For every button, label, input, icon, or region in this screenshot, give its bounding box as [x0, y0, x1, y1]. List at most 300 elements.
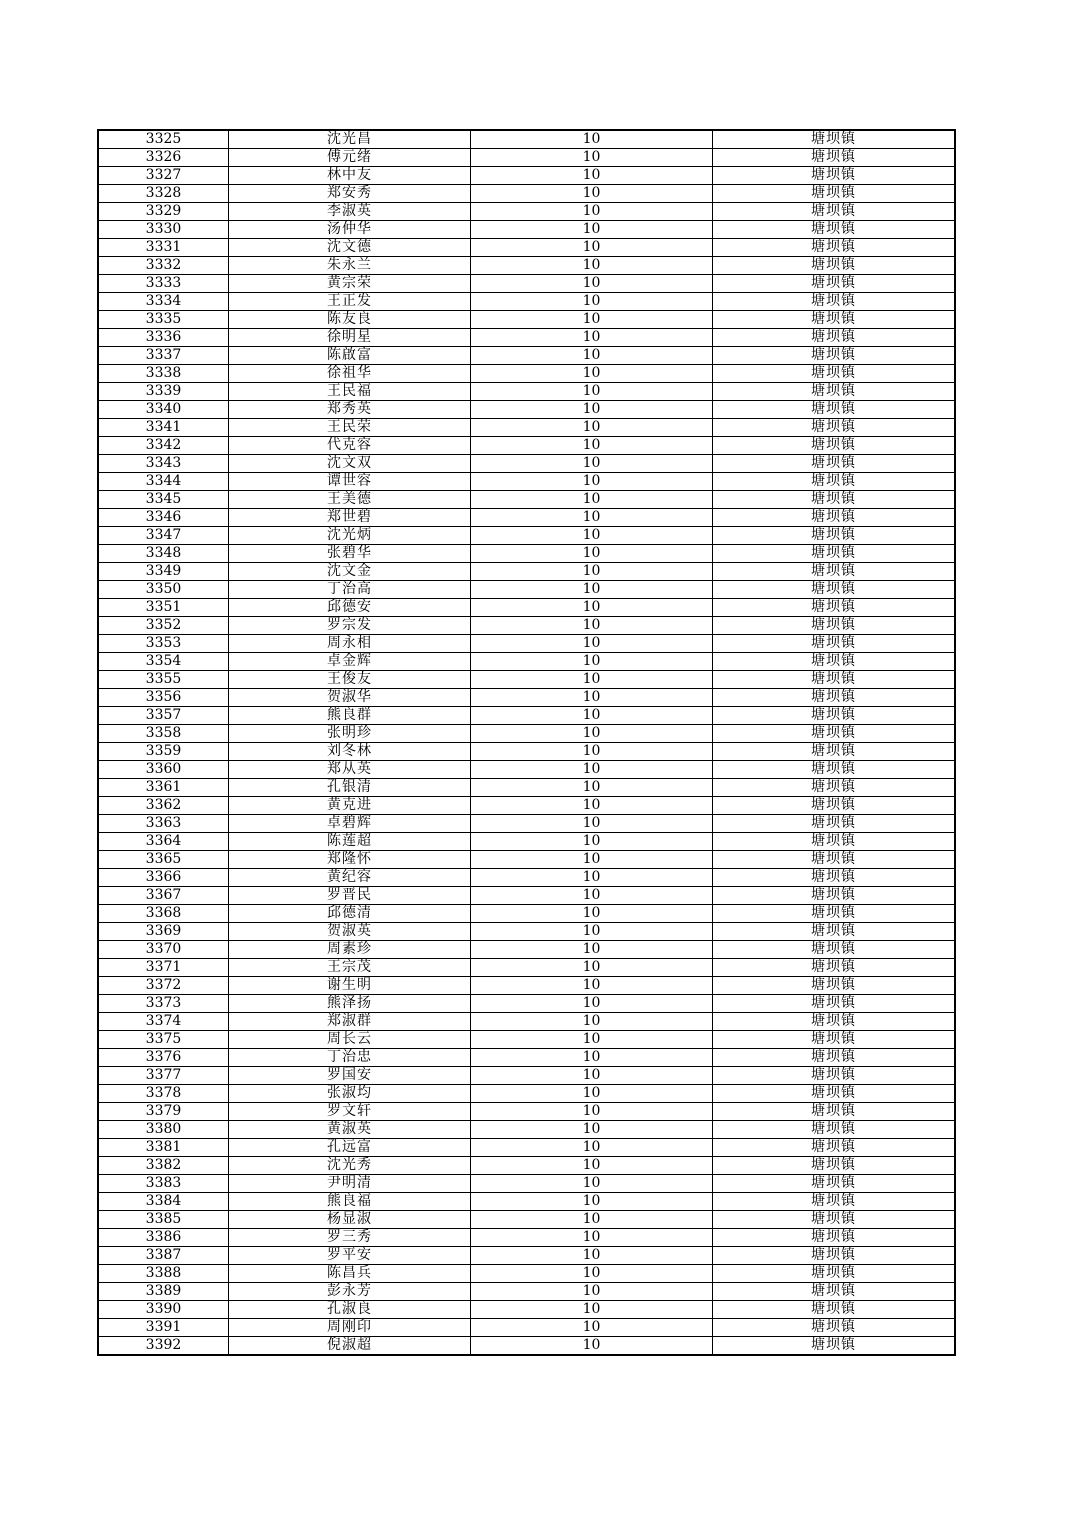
amount-cell: 10 [471, 1031, 713, 1049]
amount-cell: 10 [471, 563, 713, 581]
person-name-cell: 张明珍 [229, 725, 471, 743]
person-name-cell: 罗国安 [229, 1067, 471, 1085]
town-cell: 塘坝镇 [713, 815, 956, 833]
row-number-cell: 3355 [98, 671, 229, 689]
town-cell: 塘坝镇 [713, 905, 956, 923]
row-number-cell: 3373 [98, 995, 229, 1013]
table-row [98, 1301, 955, 1319]
town-cell: 塘坝镇 [713, 959, 956, 977]
town-cell: 塘坝镇 [713, 689, 956, 707]
amount-cell: 10 [471, 293, 713, 311]
row-number-cell: 3389 [98, 1283, 229, 1301]
amount-cell: 10 [471, 221, 713, 239]
row-number-cell: 3329 [98, 203, 229, 221]
amount-cell: 10 [471, 581, 713, 599]
amount-cell: 10 [471, 653, 713, 671]
amount-cell: 10 [471, 1121, 713, 1139]
amount-cell: 10 [471, 365, 713, 383]
person-name-cell: 尹明清 [229, 1175, 471, 1193]
person-name-cell: 郑从英 [229, 761, 471, 779]
town-cell: 塘坝镇 [713, 725, 956, 743]
table-row [98, 653, 955, 671]
amount-cell: 10 [471, 383, 713, 401]
row-number-cell: 3368 [98, 905, 229, 923]
roster-table [97, 129, 956, 1356]
town-cell: 塘坝镇 [713, 869, 956, 887]
person-name-cell: 谢生明 [229, 977, 471, 995]
table-row [98, 725, 955, 743]
row-number-cell: 3376 [98, 1049, 229, 1067]
town-cell: 塘坝镇 [713, 311, 956, 329]
town-cell: 塘坝镇 [713, 1085, 956, 1103]
town-cell: 塘坝镇 [713, 1121, 956, 1139]
table-row [98, 1175, 955, 1193]
table-row [98, 311, 955, 329]
amount-cell: 10 [471, 185, 713, 203]
town-cell: 塘坝镇 [713, 743, 956, 761]
person-name-cell: 谭世容 [229, 473, 471, 491]
amount-cell: 10 [471, 1175, 713, 1193]
person-name-cell: 丁治高 [229, 581, 471, 599]
table-row [98, 365, 955, 383]
person-name-cell: 罗三秀 [229, 1229, 471, 1247]
person-name-cell: 汤仲华 [229, 221, 471, 239]
town-cell: 塘坝镇 [713, 545, 956, 563]
table-row [98, 293, 955, 311]
amount-cell: 10 [471, 1283, 713, 1301]
town-cell: 塘坝镇 [713, 851, 956, 869]
amount-cell: 10 [471, 851, 713, 869]
town-cell: 塘坝镇 [713, 329, 956, 347]
person-name-cell: 罗晋民 [229, 887, 471, 905]
table-row [98, 905, 955, 923]
row-number-cell: 3325 [98, 130, 229, 149]
row-number-cell: 3385 [98, 1211, 229, 1229]
amount-cell: 10 [471, 1067, 713, 1085]
table-row [98, 491, 955, 509]
row-number-cell: 3391 [98, 1319, 229, 1337]
amount-cell: 10 [471, 725, 713, 743]
amount-cell: 10 [471, 671, 713, 689]
amount-cell: 10 [471, 617, 713, 635]
town-cell: 塘坝镇 [713, 383, 956, 401]
person-name-cell: 倪淑超 [229, 1337, 471, 1356]
person-name-cell: 孔银清 [229, 779, 471, 797]
table-row [98, 743, 955, 761]
town-cell: 塘坝镇 [713, 149, 956, 167]
row-number-cell: 3381 [98, 1139, 229, 1157]
table-row [98, 779, 955, 797]
person-name-cell: 徐明星 [229, 329, 471, 347]
town-cell: 塘坝镇 [713, 581, 956, 599]
row-number-cell: 3342 [98, 437, 229, 455]
table-row [98, 923, 955, 941]
table-row [98, 329, 955, 347]
amount-cell: 10 [471, 203, 713, 221]
table-row [98, 185, 955, 203]
amount-cell: 10 [471, 599, 713, 617]
town-cell: 塘坝镇 [713, 275, 956, 293]
town-cell: 塘坝镇 [713, 1301, 956, 1319]
town-cell: 塘坝镇 [713, 1049, 956, 1067]
row-number-cell: 3345 [98, 491, 229, 509]
amount-cell: 10 [471, 1211, 713, 1229]
table-row [98, 455, 955, 473]
person-name-cell: 罗宗发 [229, 617, 471, 635]
row-number-cell: 3338 [98, 365, 229, 383]
person-name-cell: 朱永兰 [229, 257, 471, 275]
amount-cell: 10 [471, 635, 713, 653]
row-number-cell: 3333 [98, 275, 229, 293]
table-row [98, 977, 955, 995]
row-number-cell: 3390 [98, 1301, 229, 1319]
row-number-cell: 3334 [98, 293, 229, 311]
town-cell: 塘坝镇 [713, 221, 956, 239]
row-number-cell: 3349 [98, 563, 229, 581]
town-cell: 塘坝镇 [713, 1031, 956, 1049]
row-number-cell: 3384 [98, 1193, 229, 1211]
amount-cell: 10 [471, 1301, 713, 1319]
table-row [98, 815, 955, 833]
person-name-cell: 郑秀英 [229, 401, 471, 419]
table-row [98, 167, 955, 185]
town-cell: 塘坝镇 [713, 635, 956, 653]
person-name-cell: 罗平安 [229, 1247, 471, 1265]
table-row [98, 437, 955, 455]
person-name-cell: 丁治忠 [229, 1049, 471, 1067]
person-name-cell: 郑淑群 [229, 1013, 471, 1031]
person-name-cell: 沈文金 [229, 563, 471, 581]
person-name-cell: 卓金辉 [229, 653, 471, 671]
amount-cell: 10 [471, 977, 713, 995]
town-cell: 塘坝镇 [713, 941, 956, 959]
town-cell: 塘坝镇 [713, 707, 956, 725]
town-cell: 塘坝镇 [713, 653, 956, 671]
table-row [98, 239, 955, 257]
amount-cell: 10 [471, 1337, 713, 1356]
amount-cell: 10 [471, 1157, 713, 1175]
town-cell: 塘坝镇 [713, 761, 956, 779]
amount-cell: 10 [471, 1139, 713, 1157]
row-number-cell: 3335 [98, 311, 229, 329]
person-name-cell: 沈光昌 [229, 130, 471, 149]
table-row [98, 1337, 955, 1356]
person-name-cell: 彭永芳 [229, 1283, 471, 1301]
town-cell: 塘坝镇 [713, 833, 956, 851]
amount-cell: 10 [471, 347, 713, 365]
person-name-cell: 王美德 [229, 491, 471, 509]
amount-cell: 10 [471, 419, 713, 437]
row-number-cell: 3343 [98, 455, 229, 473]
table-row [98, 1121, 955, 1139]
row-number-cell: 3375 [98, 1031, 229, 1049]
row-number-cell: 3340 [98, 401, 229, 419]
town-cell: 塘坝镇 [713, 1013, 956, 1031]
person-name-cell: 张淑均 [229, 1085, 471, 1103]
table-row [98, 527, 955, 545]
amount-cell: 10 [471, 311, 713, 329]
person-name-cell: 王民福 [229, 383, 471, 401]
town-cell: 塘坝镇 [713, 1175, 956, 1193]
amount-cell: 10 [471, 275, 713, 293]
row-number-cell: 3341 [98, 419, 229, 437]
town-cell: 塘坝镇 [713, 1247, 956, 1265]
person-name-cell: 陈莲超 [229, 833, 471, 851]
table-row [98, 941, 955, 959]
table-row [98, 599, 955, 617]
row-number-cell: 3379 [98, 1103, 229, 1121]
table-row [98, 617, 955, 635]
person-name-cell: 黄纪容 [229, 869, 471, 887]
amount-cell: 10 [471, 1085, 713, 1103]
person-name-cell: 沈文双 [229, 455, 471, 473]
row-number-cell: 3354 [98, 653, 229, 671]
row-number-cell: 3344 [98, 473, 229, 491]
amount-cell: 10 [471, 1193, 713, 1211]
table-row [98, 869, 955, 887]
person-name-cell: 傅元绪 [229, 149, 471, 167]
town-cell: 塘坝镇 [713, 1265, 956, 1283]
person-name-cell: 刘冬林 [229, 743, 471, 761]
row-number-cell: 3392 [98, 1337, 229, 1356]
table-row [98, 1193, 955, 1211]
table-row [98, 1085, 955, 1103]
table-row [98, 635, 955, 653]
town-cell: 塘坝镇 [713, 130, 956, 149]
amount-cell: 10 [471, 509, 713, 527]
amount-cell: 10 [471, 959, 713, 977]
town-cell: 塘坝镇 [713, 599, 956, 617]
row-number-cell: 3337 [98, 347, 229, 365]
person-name-cell: 张碧华 [229, 545, 471, 563]
person-name-cell: 陈啟富 [229, 347, 471, 365]
person-name-cell: 周素珍 [229, 941, 471, 959]
person-name-cell: 黄克进 [229, 797, 471, 815]
amount-cell: 10 [471, 1319, 713, 1337]
town-cell: 塘坝镇 [713, 1193, 956, 1211]
person-name-cell: 周永相 [229, 635, 471, 653]
town-cell: 塘坝镇 [713, 419, 956, 437]
person-name-cell: 黄宗荣 [229, 275, 471, 293]
person-name-cell: 孔淑良 [229, 1301, 471, 1319]
person-name-cell: 周长云 [229, 1031, 471, 1049]
town-cell: 塘坝镇 [713, 203, 956, 221]
row-number-cell: 3369 [98, 923, 229, 941]
row-number-cell: 3359 [98, 743, 229, 761]
row-number-cell: 3327 [98, 167, 229, 185]
row-number-cell: 3361 [98, 779, 229, 797]
table-row [98, 203, 955, 221]
town-cell: 塘坝镇 [713, 923, 956, 941]
town-cell: 塘坝镇 [713, 1067, 956, 1085]
row-number-cell: 3380 [98, 1121, 229, 1139]
table-row [98, 1031, 955, 1049]
table-row [98, 707, 955, 725]
row-number-cell: 3362 [98, 797, 229, 815]
person-name-cell: 杨显淑 [229, 1211, 471, 1229]
town-cell: 塘坝镇 [713, 671, 956, 689]
person-name-cell: 沈光秀 [229, 1157, 471, 1175]
table-row [98, 1265, 955, 1283]
amount-cell: 10 [471, 815, 713, 833]
person-name-cell: 卓碧辉 [229, 815, 471, 833]
amount-cell: 10 [471, 905, 713, 923]
town-cell: 塘坝镇 [713, 1283, 956, 1301]
row-number-cell: 3365 [98, 851, 229, 869]
amount-cell: 10 [471, 707, 713, 725]
table-row [98, 1283, 955, 1301]
person-name-cell: 熊良群 [229, 707, 471, 725]
table-row [98, 1139, 955, 1157]
town-cell: 塘坝镇 [713, 347, 956, 365]
person-name-cell: 邱德安 [229, 599, 471, 617]
amount-cell: 10 [471, 167, 713, 185]
row-number-cell: 3372 [98, 977, 229, 995]
table-row [98, 221, 955, 239]
table-row [98, 959, 955, 977]
row-number-cell: 3371 [98, 959, 229, 977]
table-row [98, 419, 955, 437]
amount-cell: 10 [471, 797, 713, 815]
amount-cell: 10 [471, 761, 713, 779]
amount-cell: 10 [471, 527, 713, 545]
person-name-cell: 徐祖华 [229, 365, 471, 383]
town-cell: 塘坝镇 [713, 257, 956, 275]
town-cell: 塘坝镇 [713, 527, 956, 545]
row-number-cell: 3388 [98, 1265, 229, 1283]
amount-cell: 10 [471, 239, 713, 257]
amount-cell: 10 [471, 329, 713, 347]
person-name-cell: 周刚印 [229, 1319, 471, 1337]
row-number-cell: 3367 [98, 887, 229, 905]
row-number-cell: 3364 [98, 833, 229, 851]
person-name-cell: 陈昌兵 [229, 1265, 471, 1283]
table-row [98, 797, 955, 815]
amount-cell: 10 [471, 257, 713, 275]
person-name-cell: 黄淑英 [229, 1121, 471, 1139]
table-row [98, 545, 955, 563]
person-name-cell: 郑世碧 [229, 509, 471, 527]
row-number-cell: 3374 [98, 1013, 229, 1031]
row-number-cell: 3351 [98, 599, 229, 617]
town-cell: 塘坝镇 [713, 293, 956, 311]
table-row [98, 671, 955, 689]
row-number-cell: 3377 [98, 1067, 229, 1085]
table-row [98, 581, 955, 599]
table-row [98, 473, 955, 491]
town-cell: 塘坝镇 [713, 1103, 956, 1121]
row-number-cell: 3356 [98, 689, 229, 707]
person-name-cell: 王俊友 [229, 671, 471, 689]
row-number-cell: 3358 [98, 725, 229, 743]
table-row [98, 401, 955, 419]
amount-cell: 10 [471, 923, 713, 941]
table-row [98, 995, 955, 1013]
town-cell: 塘坝镇 [713, 365, 956, 383]
row-number-cell: 3383 [98, 1175, 229, 1193]
row-number-cell: 3363 [98, 815, 229, 833]
amount-cell: 10 [471, 491, 713, 509]
amount-cell: 10 [471, 689, 713, 707]
table-row [98, 1067, 955, 1085]
town-cell: 塘坝镇 [713, 401, 956, 419]
table-row [98, 689, 955, 707]
person-name-cell: 沈光炳 [229, 527, 471, 545]
row-number-cell: 3370 [98, 941, 229, 959]
row-number-cell: 3382 [98, 1157, 229, 1175]
person-name-cell: 李淑英 [229, 203, 471, 221]
table-row [98, 1103, 955, 1121]
row-number-cell: 3328 [98, 185, 229, 203]
town-cell: 塘坝镇 [713, 977, 956, 995]
town-cell: 塘坝镇 [713, 1139, 956, 1157]
town-cell: 塘坝镇 [713, 167, 956, 185]
person-name-cell: 沈文德 [229, 239, 471, 257]
person-name-cell: 郑隆怀 [229, 851, 471, 869]
person-name-cell: 贺淑英 [229, 923, 471, 941]
amount-cell: 10 [471, 1103, 713, 1121]
table-row [98, 887, 955, 905]
person-name-cell: 郑安秀 [229, 185, 471, 203]
row-number-cell: 3360 [98, 761, 229, 779]
row-number-cell: 3331 [98, 239, 229, 257]
amount-cell: 10 [471, 833, 713, 851]
person-name-cell: 罗文轩 [229, 1103, 471, 1121]
amount-cell: 10 [471, 1265, 713, 1283]
row-number-cell: 3330 [98, 221, 229, 239]
table-row [98, 130, 955, 149]
amount-cell: 10 [471, 545, 713, 563]
table-row [98, 383, 955, 401]
town-cell: 塘坝镇 [713, 1211, 956, 1229]
table-row [98, 257, 955, 275]
row-number-cell: 3348 [98, 545, 229, 563]
amount-cell: 10 [471, 1229, 713, 1247]
amount-cell: 10 [471, 473, 713, 491]
amount-cell: 10 [471, 455, 713, 473]
table-row [98, 1247, 955, 1265]
row-number-cell: 3378 [98, 1085, 229, 1103]
table-row [98, 1211, 955, 1229]
row-number-cell: 3353 [98, 635, 229, 653]
row-number-cell: 3347 [98, 527, 229, 545]
town-cell: 塘坝镇 [713, 563, 956, 581]
table-row [98, 833, 955, 851]
amount-cell: 10 [471, 887, 713, 905]
town-cell: 塘坝镇 [713, 1157, 956, 1175]
amount-cell: 10 [471, 1049, 713, 1067]
row-number-cell: 3336 [98, 329, 229, 347]
person-name-cell: 孔远富 [229, 1139, 471, 1157]
town-cell: 塘坝镇 [713, 509, 956, 527]
table-row [98, 1229, 955, 1247]
row-number-cell: 3332 [98, 257, 229, 275]
town-cell: 塘坝镇 [713, 1229, 956, 1247]
town-cell: 塘坝镇 [713, 185, 956, 203]
table-row [98, 1157, 955, 1175]
amount-cell: 10 [471, 743, 713, 761]
person-name-cell: 王宗茂 [229, 959, 471, 977]
town-cell: 塘坝镇 [713, 1337, 956, 1356]
row-number-cell: 3346 [98, 509, 229, 527]
amount-cell: 10 [471, 437, 713, 455]
person-name-cell: 林中友 [229, 167, 471, 185]
table-row [98, 851, 955, 869]
table-row [98, 347, 955, 365]
amount-cell: 10 [471, 401, 713, 419]
amount-cell: 10 [471, 130, 713, 149]
town-cell: 塘坝镇 [713, 491, 956, 509]
